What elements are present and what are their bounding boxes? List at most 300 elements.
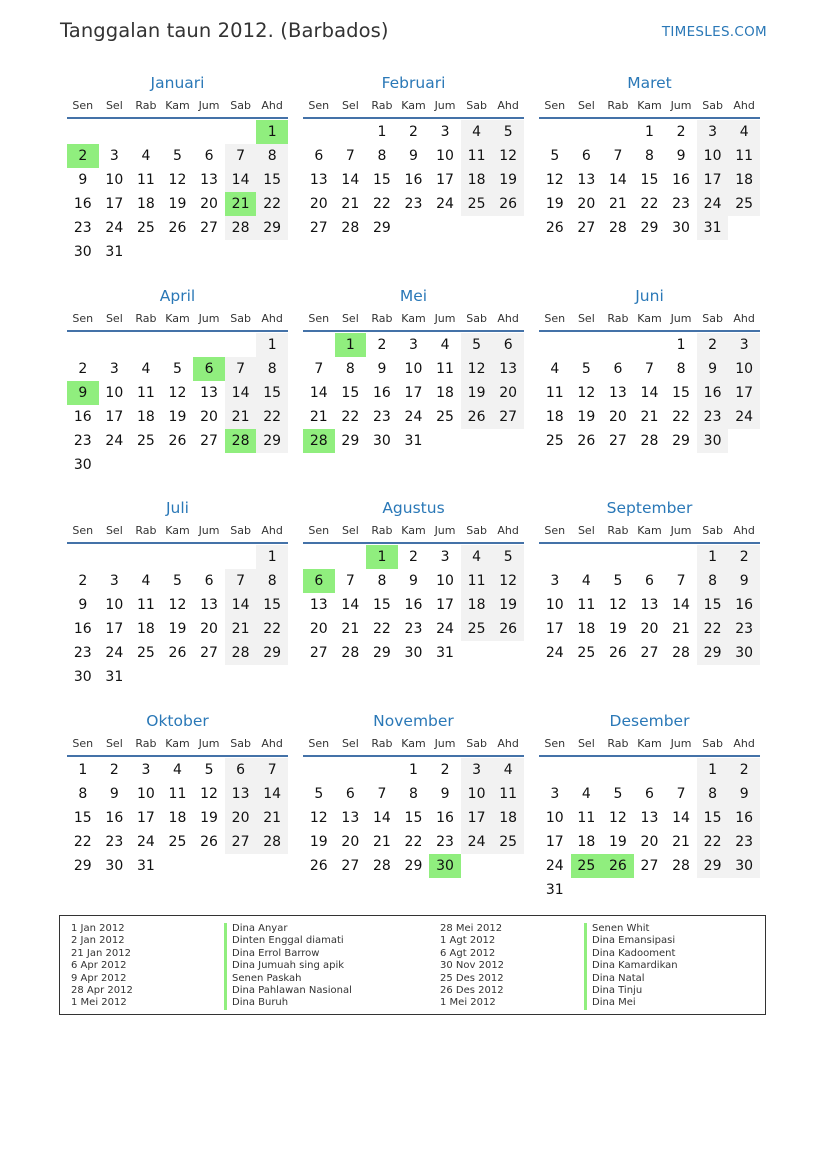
weekday-label: Jum: [198, 312, 220, 325]
weekday-label: Ahd: [261, 524, 283, 537]
month-name: Juli: [165, 499, 189, 517]
day-cell: 9: [377, 361, 387, 377]
day-grid: [539, 332, 760, 453]
day-cell: 24: [136, 834, 155, 850]
weekday-label: Kam: [401, 312, 426, 325]
day-cell: 31: [105, 244, 124, 260]
weekday-label: Sel: [577, 99, 595, 112]
weekday-label: Sel: [341, 312, 359, 325]
day-cell: 21: [225, 405, 257, 429]
day-cell: 5: [550, 148, 560, 164]
weekday-label: Sen: [544, 737, 566, 750]
day-cell: 19: [309, 834, 328, 850]
weekday-label: Rab: [135, 312, 157, 325]
day-cell: 13: [640, 810, 659, 826]
day-cell: 2: [78, 361, 88, 377]
day-cell: 11: [136, 597, 155, 613]
day-cell: 3: [728, 333, 760, 357]
day-cell: 14: [608, 172, 627, 188]
day-cell: 27: [577, 220, 596, 236]
day-cell: 22: [697, 617, 729, 641]
day-cell: 18: [545, 409, 564, 425]
weekday-header: [67, 732, 288, 757]
empty-day-cell: [193, 120, 225, 144]
day-cell: 19: [168, 196, 187, 212]
weekday-label: Sab: [230, 312, 251, 325]
weekday-label: Jum: [434, 737, 456, 750]
day-cell: 10: [697, 144, 729, 168]
day-cell: 15: [372, 172, 391, 188]
day-cell: 24: [436, 196, 454, 212]
holiday-day-cell: 28: [225, 429, 257, 453]
day-cell: 5: [613, 573, 623, 589]
weekday-label: Kam: [401, 524, 426, 537]
empty-day-cell: [303, 120, 335, 144]
weekday-label: Jum: [670, 524, 692, 537]
holiday-day-cell: 28: [303, 429, 335, 453]
empty-day-cell: [225, 333, 257, 357]
day-grid: [67, 544, 288, 689]
holiday-entry: 6 Agt 2012: [440, 947, 496, 959]
empty-day-cell: [571, 120, 603, 144]
empty-day-cell: [303, 333, 335, 357]
day-cell: 18: [136, 621, 155, 637]
day-cell: 2: [697, 333, 729, 357]
holiday-entry: Dina Buruh: [232, 997, 289, 1009]
weekday-label: Rab: [135, 524, 157, 537]
day-cell: 16: [436, 810, 454, 826]
holiday-entry: Dina Mei: [592, 997, 636, 1009]
day-cell: 28: [341, 220, 360, 236]
day-cell: 8: [256, 357, 288, 381]
day-cell: 7: [345, 148, 355, 164]
empty-day-cell: [225, 545, 257, 569]
empty-day-cell: [67, 545, 99, 569]
day-cell: 23: [436, 834, 454, 850]
day-cell: 8: [256, 569, 288, 593]
weekday-label: Sel: [105, 99, 123, 112]
weekday-label: Kam: [637, 312, 662, 325]
weekday-label: Sen: [544, 99, 566, 112]
day-cell: 7: [225, 357, 257, 381]
day-cell: 20: [640, 834, 659, 850]
day-cell: 14: [672, 597, 690, 613]
month-januari: [67, 72, 288, 264]
day-cell: 15: [256, 381, 288, 405]
day-cell: 20: [200, 196, 218, 212]
day-cell: 12: [168, 597, 187, 613]
day-cell: 15: [672, 385, 690, 401]
day-cell: 14: [309, 385, 328, 401]
day-cell: 7: [676, 573, 686, 589]
weekday-label: Kam: [401, 737, 426, 750]
day-cell: 29: [372, 645, 391, 661]
empty-day-cell: [665, 758, 697, 782]
weekday-label: Sab: [230, 99, 251, 112]
day-cell: 23: [73, 220, 92, 236]
holiday-entry: Dina Errol Barrow: [232, 947, 320, 959]
day-cell: 24: [545, 858, 564, 874]
day-cell: 3: [440, 549, 450, 565]
holiday-day-cell: 9: [67, 381, 99, 405]
day-cell: 4: [461, 545, 493, 569]
day-cell: 31: [105, 669, 124, 685]
weekday-label: Sel: [341, 737, 359, 750]
day-cell: 19: [577, 409, 596, 425]
empty-day-cell: [225, 120, 257, 144]
day-cell: 21: [672, 834, 690, 850]
day-cell: 30: [404, 645, 423, 661]
day-cell: 28: [640, 433, 659, 449]
day-cell: 3: [550, 786, 560, 802]
day-cell: 21: [225, 617, 257, 641]
day-cell: 20: [577, 196, 596, 212]
day-cell: 20: [608, 409, 627, 425]
day-cell: 14: [225, 381, 257, 405]
day-cell: 5: [613, 786, 623, 802]
day-cell: 21: [341, 196, 360, 212]
day-cell: 10: [461, 782, 493, 806]
weekday-label: Rab: [607, 737, 629, 750]
weekday-label: Kam: [637, 99, 662, 112]
day-grid: [303, 119, 524, 240]
day-cell: 27: [225, 830, 257, 854]
day-cell: 31: [436, 645, 454, 661]
empty-day-cell: [193, 545, 225, 569]
weekday-label: Sab: [466, 99, 487, 112]
day-cell: 28: [225, 641, 257, 665]
day-cell: 25: [461, 617, 493, 641]
weekday-label: Sen: [72, 524, 94, 537]
day-cell: 24: [545, 645, 564, 661]
holiday-entry: 28 Apr 2012: [71, 985, 133, 997]
day-cell: 26: [608, 645, 627, 661]
weekday-label: Sab: [702, 99, 723, 112]
day-cell: 19: [608, 621, 627, 637]
day-grid: [67, 332, 288, 477]
month-oktober: [67, 710, 288, 878]
empty-day-cell: [366, 758, 398, 782]
weekday-label: Kam: [637, 737, 662, 750]
day-cell: 8: [697, 782, 729, 806]
day-cell: 9: [676, 148, 686, 164]
day-cell: 23: [404, 196, 423, 212]
day-cell: 8: [256, 144, 288, 168]
day-cell: 5: [492, 120, 524, 144]
day-grid: [303, 757, 524, 878]
day-cell: 11: [492, 782, 524, 806]
day-cell: 15: [341, 385, 360, 401]
day-cell: 8: [345, 361, 355, 377]
day-cell: 15: [697, 593, 729, 617]
day-cell: 6: [345, 786, 355, 802]
empty-day-cell: [99, 120, 131, 144]
day-cell: 29: [404, 858, 423, 874]
day-cell: 5: [492, 545, 524, 569]
weekday-label: Sab: [466, 524, 487, 537]
day-cell: 22: [697, 830, 729, 854]
day-cell: 22: [404, 834, 423, 850]
day-cell: 13: [608, 385, 627, 401]
day-cell: 5: [173, 148, 182, 164]
day-cell: 23: [372, 409, 391, 425]
holiday-entry: 6 Apr 2012: [71, 960, 127, 972]
day-cell: 6: [314, 148, 324, 164]
day-cell: 11: [461, 144, 493, 168]
day-cell: 25: [436, 409, 454, 425]
day-cell: 21: [256, 806, 288, 830]
day-cell: 8: [645, 148, 654, 164]
day-cell: 5: [173, 361, 182, 377]
day-cell: 3: [109, 573, 119, 589]
day-cell: 3: [550, 573, 560, 589]
day-cell: 28: [256, 830, 288, 854]
weekday-label: Ahd: [497, 312, 519, 325]
day-cell: 9: [78, 597, 88, 613]
day-cell: 17: [545, 834, 564, 850]
weekday-label: Sel: [341, 99, 359, 112]
day-grid: [539, 757, 760, 902]
day-cell: 11: [728, 144, 760, 168]
weekday-label: Jum: [198, 99, 220, 112]
month-juni: [539, 285, 760, 453]
day-cell: 24: [697, 192, 729, 216]
day-cell: 1: [256, 333, 288, 357]
holiday-day-cell: 1: [335, 333, 367, 357]
day-cell: 28: [225, 216, 257, 240]
empty-day-cell: [602, 545, 634, 569]
weekday-label: Jum: [670, 99, 692, 112]
empty-day-cell: [335, 545, 367, 569]
day-cell: 6: [204, 148, 214, 164]
holiday-day-cell: 6: [303, 569, 335, 593]
empty-day-cell: [539, 545, 571, 569]
empty-day-cell: [99, 545, 131, 569]
day-cell: 17: [136, 810, 155, 826]
day-cell: 13: [200, 172, 218, 188]
day-grid: [67, 119, 288, 264]
day-cell: 4: [141, 361, 151, 377]
holiday-entry: Dina Tinju: [592, 985, 643, 997]
day-cell: 21: [640, 409, 659, 425]
day-cell: 7: [613, 148, 623, 164]
day-cell: 7: [256, 758, 288, 782]
weekday-label: Sen: [544, 312, 566, 325]
day-cell: 27: [200, 220, 218, 236]
weekday-label: Jum: [434, 312, 456, 325]
day-cell: 7: [225, 144, 257, 168]
day-cell: 31: [697, 216, 729, 240]
holiday-entry: Dina Anyar: [232, 923, 288, 934]
day-cell: 14: [225, 593, 257, 617]
empty-day-cell: [130, 545, 162, 569]
day-cell: 13: [225, 782, 257, 806]
empty-day-cell: [571, 545, 603, 569]
day-cell: 11: [436, 361, 454, 377]
day-cell: 6: [225, 758, 257, 782]
holiday-day-cell: 25: [571, 854, 603, 878]
day-cell: 16: [697, 381, 729, 405]
weekday-label: Kam: [165, 737, 190, 750]
day-cell: 25: [461, 192, 493, 216]
day-cell: 1: [78, 762, 88, 778]
day-cell: 28: [372, 858, 391, 874]
weekday-label: Sen: [72, 737, 94, 750]
day-cell: 4: [141, 148, 151, 164]
weekday-label: Sen: [544, 524, 566, 537]
empty-day-cell: [539, 120, 571, 144]
empty-day-cell: [335, 120, 367, 144]
day-cell: 13: [309, 172, 328, 188]
day-cell: 29: [697, 641, 729, 665]
weekday-label: Jum: [670, 737, 692, 750]
holiday-day-cell: 2: [67, 144, 99, 168]
day-cell: 20: [309, 196, 328, 212]
day-cell: 14: [640, 385, 659, 401]
holiday-day-cell: 6: [193, 357, 225, 381]
day-cell: 24: [436, 621, 454, 637]
day-cell: 8: [377, 573, 387, 589]
day-cell: 6: [492, 333, 524, 357]
day-cell: 24: [105, 433, 124, 449]
weekday-label: Ahd: [261, 737, 283, 750]
day-cell: 2: [377, 337, 387, 353]
day-grid: [67, 757, 288, 878]
empty-day-cell: [162, 333, 194, 357]
day-cell: 21: [672, 621, 690, 637]
month-name: Juni: [635, 287, 664, 305]
site-link[interactable]: TIMESLES.COM: [661, 24, 767, 40]
holiday-names-left: [224, 923, 352, 1010]
day-cell: 1: [409, 762, 418, 778]
holiday-entry: 28 Mei 2012: [440, 923, 503, 934]
weekday-header: [539, 519, 760, 544]
day-cell: 21: [309, 409, 328, 425]
day-cell: 30: [73, 457, 92, 473]
weekday-label: Ahd: [733, 99, 755, 112]
holiday-entry: Dina Jumuah sing apik: [232, 960, 345, 972]
day-cell: 6: [581, 148, 591, 164]
day-cell: 25: [545, 433, 564, 449]
weekday-label: Ahd: [733, 737, 755, 750]
day-cell: 16: [404, 172, 423, 188]
day-cell: 29: [372, 220, 391, 236]
empty-day-cell: [602, 333, 634, 357]
empty-day-cell: [602, 120, 634, 144]
day-cell: 15: [256, 593, 288, 617]
day-cell: 10: [545, 597, 564, 613]
weekday-label: Rab: [371, 524, 393, 537]
empty-day-cell: [571, 333, 603, 357]
day-cell: 8: [377, 148, 387, 164]
day-cell: 19: [492, 168, 524, 192]
day-cell: 1: [676, 337, 686, 353]
weekday-label: Ahd: [733, 524, 755, 537]
day-cell: 29: [672, 433, 690, 449]
day-cell: 13: [640, 597, 659, 613]
day-cell: 13: [577, 172, 596, 188]
holiday-dates-right: [440, 923, 504, 1010]
day-cell: 12: [608, 810, 627, 826]
day-cell: 7: [676, 786, 686, 802]
day-cell: 30: [697, 429, 729, 453]
day-cell: 23: [105, 834, 124, 850]
day-cell: 22: [672, 409, 690, 425]
weekday-label: Rab: [135, 737, 157, 750]
weekday-label: Kam: [165, 524, 190, 537]
day-cell: 17: [728, 381, 760, 405]
day-cell: 1: [697, 545, 729, 569]
weekday-label: Rab: [135, 99, 157, 112]
day-cell: 25: [168, 834, 187, 850]
day-cell: 24: [461, 830, 493, 854]
day-cell: 23: [697, 405, 729, 429]
day-cell: 26: [200, 834, 218, 850]
weekday-label: Jum: [198, 524, 220, 537]
day-cell: 14: [672, 810, 690, 826]
day-cell: 18: [577, 621, 596, 637]
day-cell: 25: [577, 645, 596, 661]
day-cell: 20: [492, 381, 524, 405]
day-cell: 20: [309, 621, 328, 637]
day-cell: 22: [256, 405, 288, 429]
day-cell: 2: [409, 124, 418, 140]
day-cell: 1: [645, 124, 654, 140]
day-cell: 22: [256, 192, 288, 216]
day-cell: 20: [200, 621, 218, 637]
day-cell: 12: [200, 786, 218, 802]
holiday-entry: 1 Agt 2012: [440, 935, 496, 947]
day-cell: 18: [436, 385, 454, 401]
day-cell: 9: [78, 172, 88, 188]
day-cell: 20: [341, 834, 360, 850]
day-grid: [303, 332, 524, 453]
holiday-entry: Dina Emansipasi: [592, 935, 676, 947]
day-cell: 21: [372, 834, 391, 850]
day-cell: 28: [672, 858, 690, 874]
month-maret: [539, 72, 760, 240]
weekday-label: Rab: [371, 99, 393, 112]
day-cell: 28: [608, 220, 627, 236]
day-cell: 5: [461, 333, 493, 357]
day-cell: 8: [697, 569, 729, 593]
day-cell: 11: [461, 569, 493, 593]
day-cell: 5: [204, 762, 214, 778]
empty-day-cell: [539, 758, 571, 782]
day-cell: 9: [697, 357, 729, 381]
day-cell: 12: [545, 172, 564, 188]
day-cell: 19: [168, 621, 187, 637]
day-grid: [303, 544, 524, 665]
day-cell: 11: [545, 385, 564, 401]
day-cell: 10: [105, 172, 124, 188]
day-cell: 6: [613, 361, 623, 377]
day-cell: 17: [105, 196, 124, 212]
day-cell: 3: [697, 120, 729, 144]
day-grid: [539, 119, 760, 240]
day-cell: 1: [256, 545, 288, 569]
day-cell: 4: [581, 573, 591, 589]
weekday-label: Sel: [341, 524, 359, 537]
holiday-entry: Dina Natal: [592, 972, 645, 984]
day-cell: 29: [640, 220, 659, 236]
weekday-label: Sab: [702, 737, 723, 750]
day-cell: 12: [492, 144, 524, 168]
weekday-label: Sen: [308, 737, 330, 750]
day-cell: 4: [461, 120, 493, 144]
weekday-header: [539, 94, 760, 119]
day-cell: 19: [168, 409, 187, 425]
